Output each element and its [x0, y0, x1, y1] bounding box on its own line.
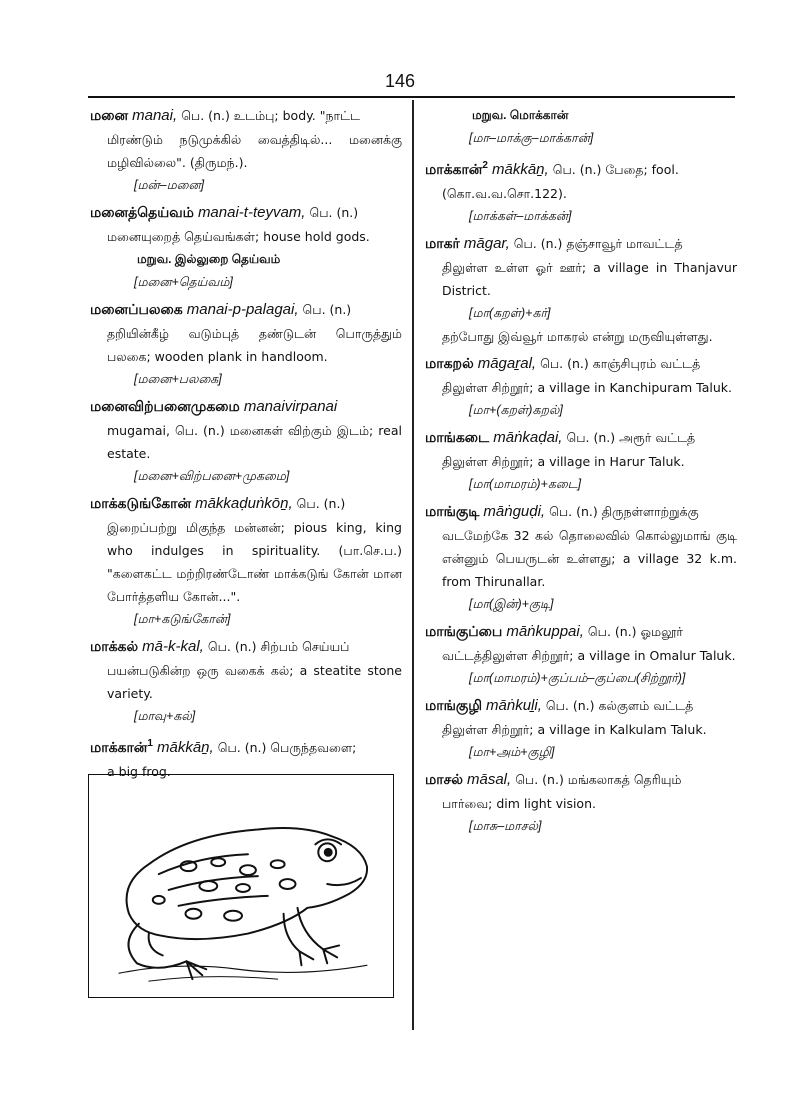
dictionary-entry — [425, 694, 737, 764]
headword: மாசல் — [425, 771, 463, 788]
headword: மனைவிற்பனைமுகமை — [90, 399, 240, 415]
definition: திலுள்ள சிற்றூர்; a village in Kanchipuram Taluk. — [442, 379, 733, 395]
definition: திலுள்ள சிற்றூர்; a village in Harur Taluk. — [442, 453, 685, 469]
synonym: மறுவ. மொக்கான் — [472, 108, 569, 122]
definition: mugamai, பெ. (n.) மனைகள் விற்கும் இடம்; real estate. — [107, 423, 402, 461]
dictionary-entry — [425, 768, 737, 838]
dictionary-entry — [425, 352, 737, 422]
definition: திலுள்ள உள்ள ஓர் ஊர்; a village in Thanjavur District. — [442, 259, 737, 298]
etymology: [மா–மாக்கு–மாக்கான்] — [469, 131, 594, 145]
etymology: [மா(கறள்)+கர்] — [469, 305, 551, 320]
headword: மனை — [90, 108, 129, 124]
dictionary-entry — [425, 426, 737, 496]
left-column — [90, 104, 402, 787]
etymology: [மா+அம்+குழி] — [469, 744, 555, 759]
definition: திலுள்ள சிற்றூர்; a village in Kalkulam Taluk. — [442, 721, 707, 737]
etymology: [மா(இன்)+குடி] — [469, 596, 554, 611]
transliteration: manaivirpanai — [243, 398, 338, 415]
definition-first-line: பெ. (n.) — [296, 496, 346, 511]
headword: மாங்குடி — [425, 503, 480, 520]
headword: மாக்கல் — [90, 639, 139, 655]
definition-first-line: பெ. (n.) ஓமலூர் — [587, 623, 683, 639]
definition: பயன்படுகின்ற ஒரு வகைக் கல்; a steatite stone variety. — [107, 663, 402, 701]
headword: மாக்கான் — [425, 161, 483, 178]
headword: மாங்குழி — [425, 697, 482, 714]
transliteration: manai, — [132, 107, 178, 124]
dictionary-entry — [90, 201, 402, 294]
dictionary-entry — [90, 104, 402, 197]
definition: a big frog. — [107, 763, 171, 779]
frog-illustration — [88, 774, 394, 998]
definition: வட்டத்திலுள்ள சிற்றூர்; a village in Omalur Taluk. — [442, 647, 736, 663]
transliteration: manai-p-palagai, — [186, 301, 299, 318]
definition-first-line: பெ. (n.) காஞ்சிபுரம் வட்டத் — [540, 355, 701, 371]
transliteration: māṅkuḻi, — [486, 696, 542, 714]
definition-first-line: பெ. (n.) — [302, 302, 352, 317]
transliteration: mākkaḍuṅkōṉ, — [195, 495, 293, 512]
headword: மாங்கடை — [425, 429, 490, 446]
definition-first-line: பெ. (n.) பேதை; fool. — [552, 161, 679, 177]
definition-first-line: பெ. (n.) — [309, 205, 359, 220]
etymology: [மா(மாமரம்)+குப்பம்–குப்பை(சிற்றூர்)] — [469, 670, 686, 685]
headword: மாங்குப்பை — [425, 623, 503, 640]
definition-first-line: பெ. (n.) மங்கலாகத் தெரியும் — [515, 771, 682, 787]
page-number: 146 — [384, 71, 416, 91]
synonym: மறுவ. இல்லுறை தெய்வம் — [137, 252, 281, 266]
transliteration: mākkāṉ, — [156, 738, 214, 756]
definition: வடமேற்கே 32 கல் தொலைவில் கொல்லுமாங் குடி என்னும் பெயருடன் உள்ளது; a village 32 k.m. from Thirunallar. — [442, 527, 737, 589]
definition: மனையுறைத் தெய்வங்கள்; house hold gods. — [107, 229, 370, 244]
dictionary-entry — [425, 620, 737, 690]
transliteration: manai-t-teyvam, — [197, 204, 306, 221]
dictionary-entry — [425, 500, 737, 616]
etymology: [மா+(கறள்)கறல்] — [469, 402, 563, 417]
dictionary-entry — [425, 232, 737, 348]
definition-first-line: பெ. (n.) திருநள்ளாற்றுக்கு — [549, 503, 699, 519]
dictionary-entry — [90, 298, 402, 391]
header-rule — [88, 96, 735, 98]
definition: மிரண்டும் நடுமுக்கில் வைத்திடில்... மனைக்கு மழிவில்லை". (திருமந்.). — [107, 132, 402, 170]
dictionary-entry — [90, 395, 402, 488]
right-column — [425, 104, 737, 842]
transliteration: māṅguḍi, — [483, 502, 546, 520]
transliteration: māṅkaḍai, — [493, 428, 563, 446]
dictionary-entry — [425, 104, 737, 150]
definition: தறியின்கீழ் வடும்புத் தண்டுடன் பொருத்தும் பலகை; wooden plank in handloom. — [107, 326, 402, 364]
etymology: [மாவு+கல்] — [134, 709, 196, 723]
homograph-number: 1 — [147, 738, 153, 749]
headword: மாக்கான் — [90, 739, 148, 756]
transliteration: māgaṟal, — [477, 354, 537, 372]
transliteration: māsal, — [466, 770, 512, 788]
etymology: [மாசு–மாசல்] — [469, 818, 542, 833]
column-divider — [412, 100, 414, 1030]
definition-first-line: பெ. (n.) சிற்பம் செய்யப் — [207, 639, 350, 654]
dictionary-entry — [90, 492, 402, 631]
dictionary-entry — [90, 635, 402, 728]
headword: மாகறல் — [425, 355, 474, 372]
transliteration: māgar, — [463, 234, 510, 252]
usage-note: தற்போது இவ்வூர் மாகரல் என்று மருவியுள்ளது. — [442, 328, 713, 344]
headword: மனைத்தெய்வம் — [90, 205, 194, 221]
definition-first-line: பெ. (n.) பெருந்தவளை; — [217, 739, 357, 755]
etymology: [மனை+பலகை] — [134, 372, 222, 386]
etymology: [மன்–மனை] — [134, 178, 205, 192]
definition: இறைப்பற்று மிகுந்த மன்னன்; pious king, king who indulges in spirituality. (பா.செ.ப.) "களைகட்ட மற்றிரண்டோண் மாக்கடுங் கோன் மான போர்த்தளிய கோன்...". — [107, 520, 402, 604]
definition: (கொ.வ.வ.சொ.122). — [442, 185, 567, 201]
transliteration: mā-k-kal, — [142, 638, 204, 655]
definition-first-line: பெ. (n.) உடம்பு; body. "நாட்ட — [181, 108, 360, 123]
etymology: [மா(மாமரம்)+கடை] — [469, 476, 582, 491]
etymology: [மனை+விற்பனை+முகமை] — [134, 469, 290, 483]
etymology: [மாக்கள்–மாக்கன்] — [469, 208, 572, 223]
definition-first-line: பெ. (n.) தஞ்சாவூர் மாவட்டத் — [513, 235, 683, 251]
definition: பார்வை; dim light vision. — [442, 795, 596, 811]
transliteration: mākkāṉ, — [491, 160, 549, 178]
dictionary-entry — [425, 154, 737, 228]
homograph-number: 2 — [482, 160, 488, 171]
headword: மாகர் — [425, 235, 460, 252]
frog-drawing — [89, 775, 393, 997]
etymology: [மா+கடுங்கோன்] — [134, 612, 231, 626]
headword: மாக்கடுங்கோன் — [90, 496, 192, 512]
transliteration: māṅkuppai, — [506, 622, 584, 640]
definition-first-line: பெ. (n.) கல்குளம் வட்டத் — [545, 697, 694, 713]
etymology: [மனை+தெய்வம்] — [134, 275, 233, 289]
definition-first-line: பெ. (n.) அரூர் வட்டத் — [566, 429, 696, 445]
headword: மனைப்பலகை — [90, 302, 183, 318]
